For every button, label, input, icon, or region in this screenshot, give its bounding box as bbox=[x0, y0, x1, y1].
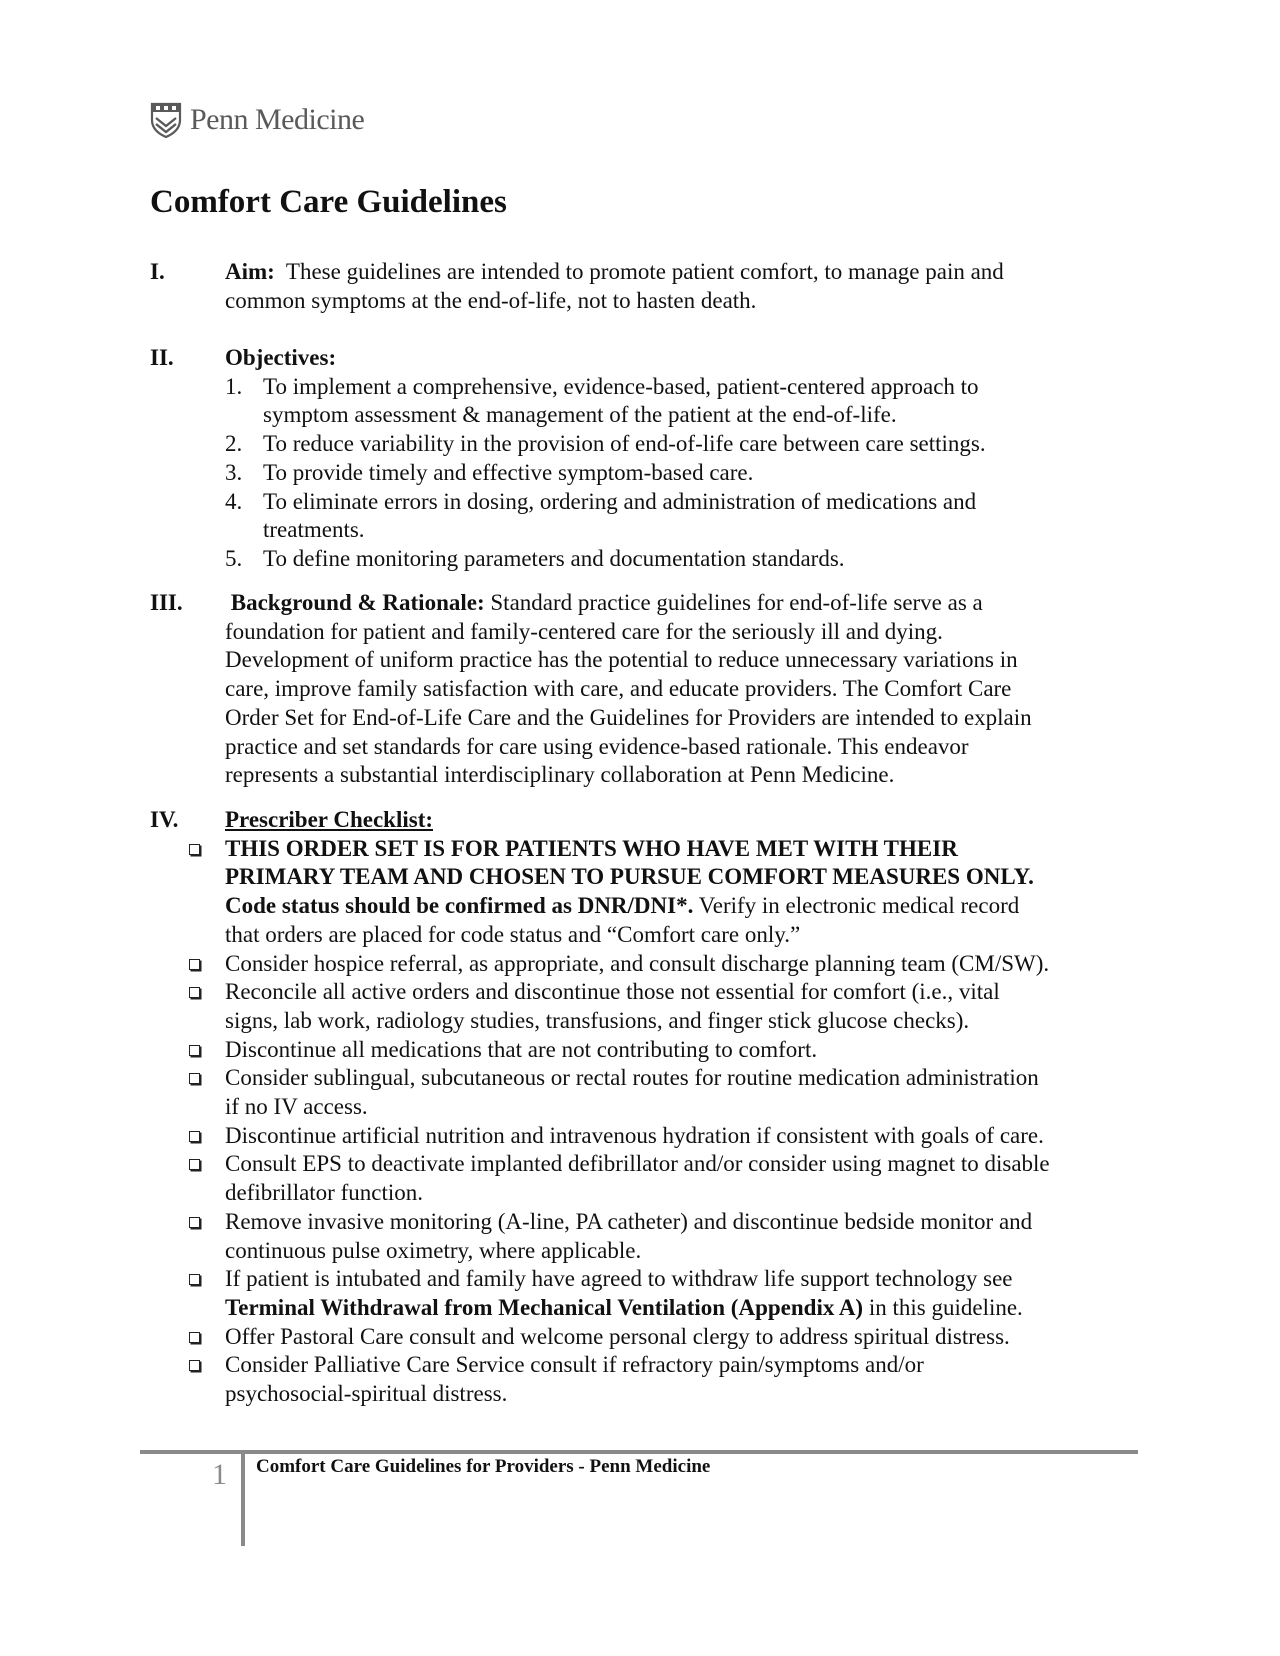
section-numeral: III. bbox=[150, 590, 183, 615]
checklist-item[interactable] bbox=[225, 1265, 1130, 1322]
aim-line-2: common symptoms at the end-of-life, not to hasten death. bbox=[225, 287, 757, 313]
list-item bbox=[225, 488, 1130, 545]
footer-vertical-divider bbox=[241, 1454, 245, 1546]
item-line: Discontinue artificial nutrition and intravenous hydration if consistent with goals of care. bbox=[225, 1122, 1044, 1148]
checklist-item[interactable] bbox=[225, 1351, 1130, 1408]
item-bold-text: Code status should be confirmed as DNR/DNI*. bbox=[225, 893, 694, 919]
section-numeral: I. bbox=[150, 259, 165, 284]
item-line: Consider Palliative Care Service consult if refractory pain/symptoms and/or bbox=[225, 1352, 924, 1378]
item-line: continuous pulse oximetry, where applicable. bbox=[225, 1237, 642, 1263]
background-line: Development of uniform practice has the potential to reduce unnecessary variations in bbox=[225, 647, 1018, 673]
page-title: Comfort Care Guidelines bbox=[150, 184, 507, 220]
item-line: symptom assessment & management of the patient at the end-of-life. bbox=[263, 402, 897, 428]
item-text: Verify in electronic medical record bbox=[693, 893, 1020, 919]
item-line: signs, lab work, radiology studies, transfusions, and finger stick glucose checks). bbox=[225, 1007, 970, 1033]
objectives-heading: Objectives: bbox=[225, 345, 337, 370]
item-line: Consider hospice referral, as appropriate, and consult discharge planning team (CM/SW). bbox=[225, 950, 1050, 976]
objectives-list bbox=[225, 373, 1130, 574]
checklist-item[interactable] bbox=[225, 835, 1130, 950]
checkbox-icon[interactable] bbox=[189, 1217, 200, 1228]
aim-text-1: These guidelines are intended to promote patient comfort, to manage pain and bbox=[285, 259, 1004, 284]
item-line: To define monitoring parameters and documentation standards. bbox=[263, 545, 845, 571]
item-number: 2. bbox=[225, 431, 243, 457]
item-number: 3. bbox=[225, 459, 243, 485]
section-numeral: II. bbox=[150, 345, 174, 370]
section-numeral: IV. bbox=[150, 807, 179, 832]
checklist-item[interactable] bbox=[225, 950, 1130, 979]
item-line: Consider sublingual, subcutaneous or rectal routes for routine medication administration bbox=[225, 1065, 1039, 1091]
item-line: PRIMARY TEAM AND CHOSEN TO PURSUE COMFORT MEASURES ONLY. bbox=[225, 864, 1034, 890]
checklist-item[interactable] bbox=[225, 1208, 1130, 1265]
checkbox-icon[interactable] bbox=[189, 1159, 200, 1170]
penn-shield-icon bbox=[150, 102, 182, 138]
item-number: 1. bbox=[225, 373, 243, 399]
background-line: foundation for patient and family-centered care for the seriously ill and dying. bbox=[225, 618, 943, 644]
item-number: 4. bbox=[225, 488, 243, 514]
checklist-heading: Prescriber Checklist: bbox=[225, 807, 434, 832]
checklist-item[interactable] bbox=[225, 1064, 1130, 1121]
section-aim bbox=[150, 258, 1130, 315]
penn-medicine-logo bbox=[150, 100, 364, 140]
list-item bbox=[225, 459, 1130, 488]
list-item bbox=[225, 373, 1130, 430]
prescriber-checklist bbox=[225, 835, 1130, 1409]
checklist-item[interactable] bbox=[225, 1122, 1130, 1151]
checkbox-icon[interactable] bbox=[189, 1045, 200, 1056]
background-line: Order Set for End-of-Life Care and the Guidelines for Providers are intended to explain bbox=[225, 704, 1032, 730]
item-line: that orders are placed for code status and “Comfort care only.” bbox=[225, 921, 801, 947]
item-line: If patient is intubated and family have agreed to withdraw life support technology see bbox=[225, 1266, 1013, 1292]
item-line: To provide timely and effective symptom-based care. bbox=[263, 459, 754, 485]
item-line bbox=[225, 892, 1130, 921]
aim-line-1 bbox=[225, 258, 1130, 287]
list-item bbox=[225, 430, 1130, 459]
checkbox-icon[interactable] bbox=[189, 959, 200, 970]
item-line: defibrillator function. bbox=[225, 1180, 423, 1206]
checkbox-icon[interactable] bbox=[189, 1332, 200, 1343]
item-number: 5. bbox=[225, 545, 243, 571]
checklist-item[interactable] bbox=[225, 1036, 1130, 1065]
item-line bbox=[225, 1294, 1130, 1323]
checkbox-icon[interactable] bbox=[189, 1274, 200, 1285]
appendix-reference: Terminal Withdrawal from Mechanical Ventilation (Appendix A) bbox=[225, 1294, 864, 1320]
background-label: Background & Rationale: bbox=[230, 590, 485, 615]
checkbox-icon[interactable] bbox=[189, 844, 200, 855]
aim-label: Aim: bbox=[225, 259, 275, 284]
item-line: Reconcile all active orders and discontinue those not essential for comfort (i.e., vital bbox=[225, 979, 1000, 1005]
item-line: treatments. bbox=[263, 517, 365, 543]
background-line bbox=[225, 589, 1130, 618]
checkbox-icon[interactable] bbox=[189, 987, 200, 998]
footer-divider bbox=[140, 1450, 1138, 1454]
checklist-item[interactable] bbox=[225, 1150, 1130, 1207]
footer-text: Comfort Care Guidelines for Providers - Penn Medicine bbox=[256, 1456, 711, 1477]
item-line: if no IV access. bbox=[225, 1094, 368, 1120]
checkbox-icon[interactable] bbox=[189, 1131, 200, 1142]
section-checklist bbox=[150, 806, 1130, 1409]
item-text: in this guideline. bbox=[863, 1294, 1023, 1320]
checklist-item[interactable] bbox=[225, 978, 1130, 1035]
list-item bbox=[225, 545, 1130, 574]
item-line: Consult EPS to deactivate implanted defibrillator and/or consider using magnet to disable bbox=[225, 1151, 1050, 1177]
item-line: psychosocial-spiritual distress. bbox=[225, 1381, 508, 1407]
background-line: practice and set standards for care using evidence-based rationale. This endeavor bbox=[225, 733, 969, 759]
background-line: care, improve family satisfaction with care, and educate providers. The Comfort Care bbox=[225, 676, 1012, 702]
item-line: Remove invasive monitoring (A-line, PA catheter) and discontinue bedside monitor and bbox=[225, 1208, 1033, 1234]
background-line: represents a substantial interdisciplinary collaboration at Penn Medicine. bbox=[225, 762, 895, 788]
page-number: 1 bbox=[212, 1458, 227, 1491]
item-line: Discontinue all medications that are not contributing to comfort. bbox=[225, 1036, 818, 1062]
item-line: Offer Pastoral Care consult and welcome personal clergy to address spiritual distress. bbox=[225, 1323, 1010, 1349]
checklist-item[interactable] bbox=[225, 1323, 1130, 1352]
item-line: To eliminate errors in dosing, ordering and administration of medications and bbox=[263, 488, 977, 514]
item-line: THIS ORDER SET IS FOR PATIENTS WHO HAVE MET WITH THEIR bbox=[225, 835, 958, 861]
section-objectives bbox=[150, 344, 1130, 574]
item-line: To implement a comprehensive, evidence-based, patient-centered approach to bbox=[263, 373, 979, 399]
section-background bbox=[150, 589, 1130, 790]
item-line: To reduce variability in the provision of end-of-life care between care settings. bbox=[263, 431, 986, 457]
checkbox-icon[interactable] bbox=[189, 1360, 200, 1371]
checkbox-icon[interactable] bbox=[189, 1073, 200, 1084]
logo-text: Penn Medicine bbox=[190, 103, 365, 136]
background-text: Standard practice guidelines for end-of-life serve as a bbox=[490, 590, 983, 615]
